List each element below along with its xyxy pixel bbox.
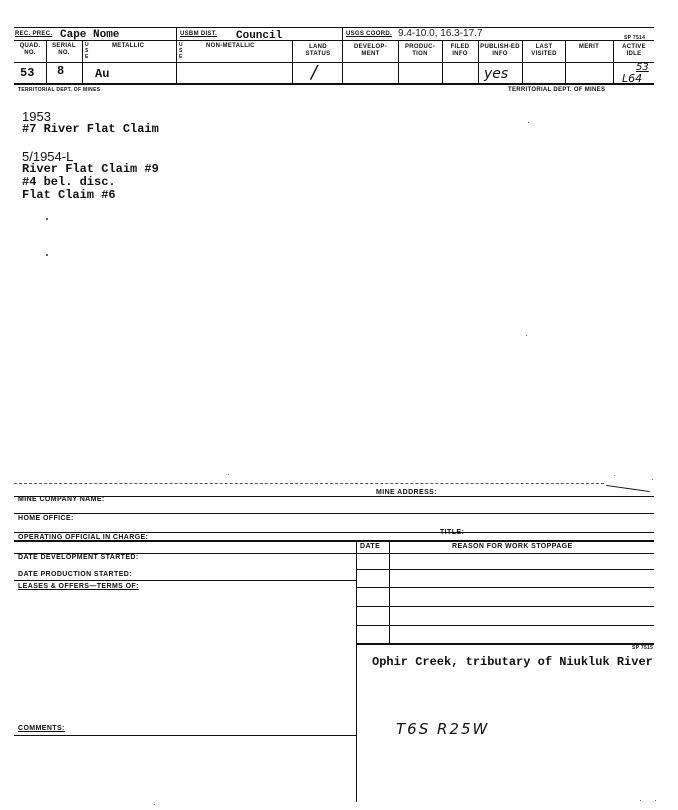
reason-column-header: REASON FOR WORK STOPPAGE — [452, 543, 573, 550]
col-development: DEVELOP-MENT — [353, 44, 388, 57]
location-note: Ophir Creek, tributary of Niukluk River — [372, 655, 653, 669]
col-use-metallic: U S E — [85, 42, 89, 60]
col-use-nonmetallic: U S E — [179, 42, 183, 60]
usbm-dist-value: Council — [236, 30, 283, 42]
metallic-value: Au — [95, 67, 110, 81]
col-metallic: METALLIC — [112, 43, 145, 49]
col-non-metallic: NON-METALLIC — [206, 43, 255, 49]
rec-prec-label: REC. PREC. — [15, 31, 53, 37]
col-quad-no: QUAD. NO. — [19, 43, 41, 56]
col-serial-no: SERIAL NO. — [52, 43, 76, 56]
operating-official-label: OPERATING OFFICIAL IN CHARGE: — [18, 534, 149, 541]
township-note: T6S R25W — [396, 720, 490, 738]
form-number-top: SP 7514 — [624, 35, 646, 41]
date-column-header: DATE — [360, 543, 381, 550]
home-office-label: HOME OFFICE: — [18, 515, 74, 522]
printer-footer: TERRITORIAL DEPT. OF MINES — [18, 87, 101, 93]
quad-no-value: 53 — [20, 66, 35, 80]
date-production-started-label: DATE PRODUCTION STARTED: — [18, 571, 132, 578]
col-merit: MERIT — [578, 44, 600, 50]
col-active-idle: ACTIVE IDLE — [622, 44, 646, 57]
rec-prec-value: Cape Nome — [60, 29, 120, 41]
col-production: PRODUC-TION — [404, 44, 436, 57]
land-status-value: / — [311, 62, 318, 83]
leases-offers-label: LEASES & OFFERS—TERMS OF: — [18, 583, 139, 590]
note-flat-claim-6: Flat Claim #6 — [22, 188, 116, 202]
col-land-status: LAND STATUS — [305, 44, 331, 57]
note-date: 5/1954-L — [22, 149, 74, 164]
comments-label: COMMENTS: — [18, 725, 65, 732]
note-year: 1953 — [22, 109, 51, 124]
mine-company-name-label: MINE COMPANY NAME: — [18, 496, 105, 503]
usbm-dist-label: USBM DIST. — [180, 31, 218, 37]
form-number-bottom: SP 7515 — [632, 645, 654, 651]
published-info-value: yes — [484, 66, 509, 82]
serial-no-value: 8 — [57, 64, 65, 78]
usgs-coord-label: USGS COORD. — [346, 31, 392, 37]
territorial-footer: TERRITORIAL DEPT. OF MINES — [508, 87, 606, 93]
usgs-coord-value: 9.4-10.0, 16.3-17.7 — [398, 28, 483, 39]
note-claim-7: #7 River Flat Claim — [22, 122, 159, 136]
title-label: TITLE: — [440, 529, 465, 536]
note-claim-9: River Flat Claim #9 — [22, 162, 159, 176]
active-idle-top: 53 — [636, 62, 649, 73]
col-last-visited: LAST VISITED — [531, 44, 557, 57]
active-idle-bottom: L64 — [622, 72, 643, 85]
note-below-disc: #4 bel. disc. — [22, 175, 116, 189]
date-development-started-label: DATE DEVELOPMENT STARTED: — [18, 554, 139, 561]
mine-address-label: MINE ADDRESS: — [376, 489, 437, 496]
col-published-info: PUBLISH-ED INFO — [480, 44, 520, 57]
col-filed-info: FILED INFO — [450, 44, 470, 57]
